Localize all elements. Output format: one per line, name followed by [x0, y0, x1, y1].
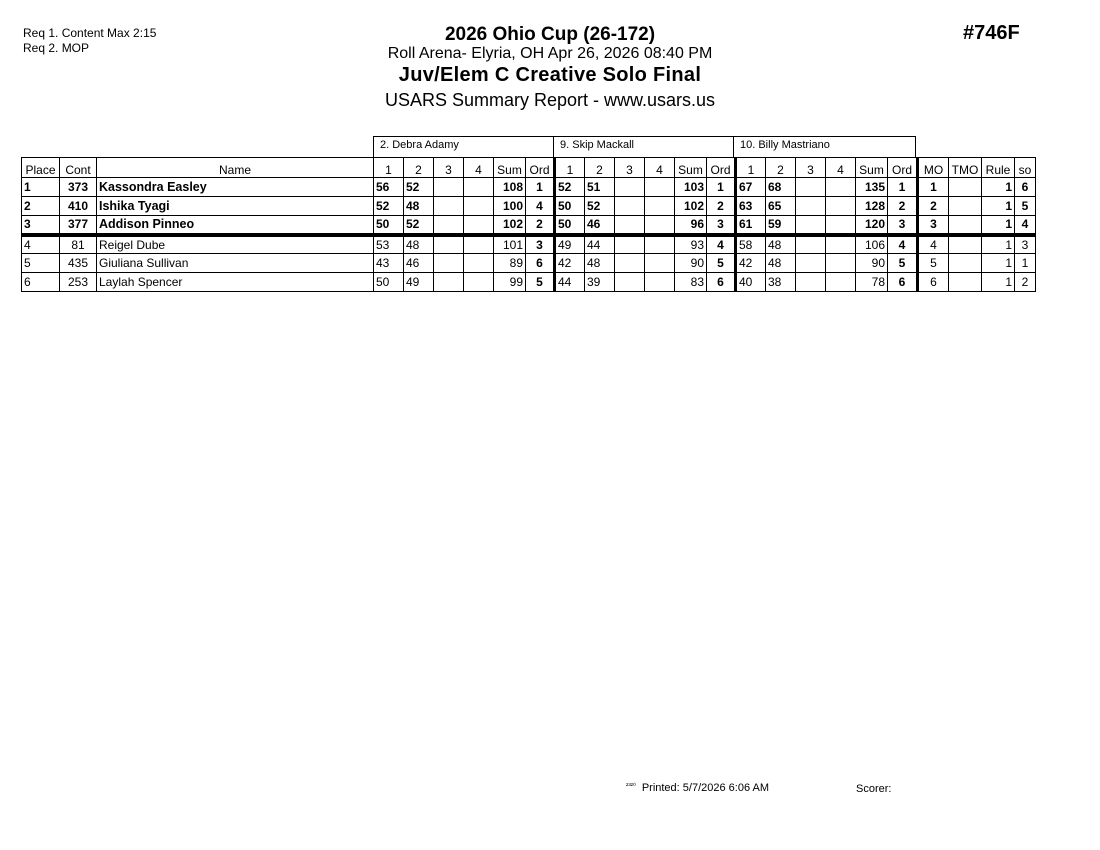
rule-cell: 1	[982, 197, 1015, 216]
judge-3-score-3-cell	[796, 235, 826, 254]
judge-3-score-2-cell: 59	[766, 216, 796, 235]
col-mo: MO	[918, 158, 949, 178]
judge-1-score-1-cell: 50	[374, 216, 404, 235]
judge-3-score-3-cell	[796, 273, 826, 292]
judge-1-score-4-cell	[464, 273, 494, 292]
col-j2-3: 3	[615, 158, 645, 178]
judge-3-ord-cell: 4	[888, 235, 918, 254]
tmo-cell	[949, 216, 982, 235]
place-cell: 5	[22, 254, 60, 273]
judge-1-score-2-cell: 52	[404, 216, 434, 235]
judge-1-score-2-cell: 46	[404, 254, 434, 273]
judge-1-ord-cell: 2	[526, 216, 555, 235]
judge-3-ord-cell: 5	[888, 254, 918, 273]
so-cell: 2	[1015, 273, 1036, 292]
judge-3-sum-cell: 90	[856, 254, 888, 273]
judge-2-score-3-cell	[615, 254, 645, 273]
table-row	[22, 216, 1036, 235]
judge-1-score-2-cell: 49	[404, 273, 434, 292]
col-j3-1: 1	[736, 158, 766, 178]
judge-3-score-4-cell	[826, 197, 856, 216]
rule-cell: 1	[982, 235, 1015, 254]
judge-2-ord-cell: 4	[707, 235, 736, 254]
cont-cell: 410	[60, 197, 97, 216]
so-cell: 1	[1015, 254, 1036, 273]
judge-1-score-3-cell	[434, 197, 464, 216]
event-location: Roll Arena- Elyria, OH Apr 26, 2026 08:40 PM	[387, 45, 713, 62]
judge-header-3: 10. Billy Mastriano	[733, 136, 916, 157]
tmo-cell	[949, 197, 982, 216]
col-j1-sum: Sum	[494, 158, 526, 178]
printed-date: Printed: 5/7/2026 6:06 AM	[641, 782, 770, 794]
place-cell: 4	[22, 235, 60, 254]
event-title: 2026 Ohio Cup (26-172)	[444, 24, 656, 45]
judge-1-score-4-cell	[464, 197, 494, 216]
judge-1-score-4-cell	[464, 216, 494, 235]
report-title: USARS Summary Report - www.usars.us	[384, 90, 716, 110]
judge-header-1: 2. Debra Adamy	[373, 136, 554, 157]
judge-3-score-1-cell: 61	[736, 216, 766, 235]
judge-2-score-2-cell: 48	[585, 254, 615, 273]
cont-cell: 253	[60, 273, 97, 292]
judge-3-sum-cell: 120	[856, 216, 888, 235]
rule-cell: 1	[982, 273, 1015, 292]
judge-3-score-2-cell: 48	[766, 235, 796, 254]
judge-2-score-4-cell	[645, 235, 675, 254]
judge-2-score-3-cell	[615, 197, 645, 216]
judge-1-score-3-cell	[434, 273, 464, 292]
so-cell: 4	[1015, 216, 1036, 235]
judge-1-sum-cell: 89	[494, 254, 526, 273]
rule-cell: 1	[982, 254, 1015, 273]
judge-3-sum-cell: 128	[856, 197, 888, 216]
judge-2-ord-cell: 3	[707, 216, 736, 235]
col-j2-1: 1	[555, 158, 585, 178]
name-cell: Giuliana Sullivan	[97, 254, 374, 273]
judge-1-score-4-cell	[464, 178, 494, 197]
judge-2-sum-cell: 103	[675, 178, 707, 197]
judge-1-score-3-cell	[434, 235, 464, 254]
so-cell: 3	[1015, 235, 1036, 254]
name-cell: Ishika Tyagi	[97, 197, 374, 216]
judge-1-ord-cell: 5	[526, 273, 555, 292]
judge-3-score-2-cell: 38	[766, 273, 796, 292]
judge-1-score-3-cell	[434, 216, 464, 235]
judge-2-sum-cell: 93	[675, 235, 707, 254]
col-j2-ord: Ord	[707, 158, 736, 178]
so-cell: 6	[1015, 178, 1036, 197]
judge-2-sum-cell: 90	[675, 254, 707, 273]
judge-3-score-3-cell	[796, 254, 826, 273]
judge-2-sum-cell: 96	[675, 216, 707, 235]
judge-2-score-1-cell: 49	[555, 235, 585, 254]
judge-1-score-3-cell	[434, 178, 464, 197]
judge-1-score-2-cell: 48	[404, 197, 434, 216]
judge-1-sum-cell: 100	[494, 197, 526, 216]
judge-3-score-1-cell: 58	[736, 235, 766, 254]
header-row	[22, 158, 1036, 178]
mo-cell: 3	[918, 216, 949, 235]
judge-1-score-1-cell: 52	[374, 197, 404, 216]
name-cell: Kassondra Easley	[97, 178, 374, 197]
judge-3-ord-cell: 1	[888, 178, 918, 197]
judge-2-score-3-cell	[615, 216, 645, 235]
judge-1-sum-cell: 99	[494, 273, 526, 292]
judge-3-score-1-cell: 63	[736, 197, 766, 216]
judge-2-sum-cell: 102	[675, 197, 707, 216]
judge-2-ord-cell: 2	[707, 197, 736, 216]
table-row	[22, 235, 1036, 254]
judge-3-score-1-cell: 67	[736, 178, 766, 197]
cont-cell: 377	[60, 216, 97, 235]
requirement-2: Req 2. MOP	[23, 41, 90, 55]
judge-3-score-3-cell	[796, 197, 826, 216]
printed-info	[626, 782, 769, 794]
judge-2-ord-cell: 1	[707, 178, 736, 197]
name-cell: Laylah Spencer	[97, 273, 374, 292]
judge-2-score-1-cell: 52	[555, 178, 585, 197]
rule-cell: 1	[982, 178, 1015, 197]
judge-2-score-2-cell: 52	[585, 197, 615, 216]
col-so: so	[1015, 158, 1036, 178]
judge-1-score-2-cell: 48	[404, 235, 434, 254]
tmo-cell	[949, 235, 982, 254]
place-cell: 6	[22, 273, 60, 292]
col-cont: Cont	[60, 158, 97, 178]
judge-1-ord-cell: 6	[526, 254, 555, 273]
judge-2-score-2-cell: 39	[585, 273, 615, 292]
place-cell: 3	[22, 216, 60, 235]
judge-1-score-4-cell	[464, 254, 494, 273]
judge-2-score-3-cell	[615, 235, 645, 254]
table-row	[22, 197, 1036, 216]
cont-cell: 373	[60, 178, 97, 197]
mo-cell: 6	[918, 273, 949, 292]
judge-2-score-3-cell	[615, 178, 645, 197]
judge-3-sum-cell: 135	[856, 178, 888, 197]
judge-2-ord-cell: 5	[707, 254, 736, 273]
judge-2-score-4-cell	[645, 178, 675, 197]
judge-1-score-4-cell	[464, 235, 494, 254]
judge-1-score-2-cell: 52	[404, 178, 434, 197]
judge-3-score-1-cell: 40	[736, 273, 766, 292]
judge-3-score-2-cell: 68	[766, 178, 796, 197]
judge-2-score-1-cell: 44	[555, 273, 585, 292]
judge-2-score-4-cell	[645, 254, 675, 273]
judge-3-score-2-cell: 65	[766, 197, 796, 216]
judge-3-ord-cell: 2	[888, 197, 918, 216]
judge-1-score-1-cell: 43	[374, 254, 404, 273]
judge-2-score-2-cell: 44	[585, 235, 615, 254]
name-cell: Reigel Dube	[97, 235, 374, 254]
col-j3-sum: Sum	[856, 158, 888, 178]
judge-1-sum-cell: 102	[494, 216, 526, 235]
col-j3-3: 3	[796, 158, 826, 178]
col-j2-sum: Sum	[675, 158, 707, 178]
cont-cell: 81	[60, 235, 97, 254]
table-row	[22, 273, 1036, 292]
tmo-cell	[949, 254, 982, 273]
col-j3-ord: Ord	[888, 158, 918, 178]
col-place: Place	[22, 158, 60, 178]
col-j3-2: 2	[766, 158, 796, 178]
judge-3-score-4-cell	[826, 273, 856, 292]
judge-2-score-4-cell	[645, 273, 675, 292]
judge-1-score-1-cell: 50	[374, 273, 404, 292]
judge-2-score-4-cell	[645, 197, 675, 216]
judge-2-score-4-cell	[645, 216, 675, 235]
judge-1-score-1-cell: 53	[374, 235, 404, 254]
col-rule: Rule	[982, 158, 1015, 178]
judge-3-score-4-cell	[826, 254, 856, 273]
col-j1-ord: Ord	[526, 158, 555, 178]
judge-1-ord-cell: 3	[526, 235, 555, 254]
mo-cell: 4	[918, 235, 949, 254]
col-j1-4: 4	[464, 158, 494, 178]
mo-cell: 5	[918, 254, 949, 273]
col-j1-2: 2	[404, 158, 434, 178]
tmo-cell	[949, 178, 982, 197]
col-j3-4: 4	[826, 158, 856, 178]
judge-2-score-1-cell: 42	[555, 254, 585, 273]
judge-3-ord-cell: 3	[888, 216, 918, 235]
judge-1-ord-cell: 4	[526, 197, 555, 216]
judge-1-sum-cell: 101	[494, 235, 526, 254]
judge-3-score-2-cell: 48	[766, 254, 796, 273]
col-j2-2: 2	[585, 158, 615, 178]
judge-1-sum-cell: 108	[494, 178, 526, 197]
judge-1-score-1-cell: 56	[374, 178, 404, 197]
judge-3-score-3-cell	[796, 178, 826, 197]
judge-3-score-4-cell	[826, 235, 856, 254]
judge-2-score-3-cell	[615, 273, 645, 292]
judge-3-score-4-cell	[826, 178, 856, 197]
place-cell: 1	[22, 178, 60, 197]
judge-2-score-1-cell: 50	[555, 216, 585, 235]
scorer-label: Scorer:	[856, 783, 892, 795]
summary-table	[21, 157, 1036, 292]
mo-cell: 2	[918, 197, 949, 216]
col-j2-4: 4	[645, 158, 675, 178]
cont-cell: 435	[60, 254, 97, 273]
judge-1-ord-cell: 1	[526, 178, 555, 197]
judge-3-score-4-cell	[826, 216, 856, 235]
judge-1-score-3-cell	[434, 254, 464, 273]
so-cell: 5	[1015, 197, 1036, 216]
judge-2-ord-cell: 6	[707, 273, 736, 292]
footer-mark: ²³²⁰	[626, 783, 636, 790]
name-cell: Addison Pinneo	[97, 216, 374, 235]
tmo-cell	[949, 273, 982, 292]
col-j1-3: 3	[434, 158, 464, 178]
judge-2-sum-cell: 83	[675, 273, 707, 292]
rule-cell: 1	[982, 216, 1015, 235]
judge-3-ord-cell: 6	[888, 273, 918, 292]
judge-3-sum-cell: 78	[856, 273, 888, 292]
requirement-1: Req 1. Content Max 2:15	[23, 26, 157, 40]
judge-2-score-2-cell: 46	[585, 216, 615, 235]
table-row	[22, 178, 1036, 197]
judge-3-sum-cell: 106	[856, 235, 888, 254]
judge-header-2: 9. Skip Mackall	[553, 136, 734, 157]
judge-3-score-1-cell: 42	[736, 254, 766, 273]
judge-3-score-3-cell	[796, 216, 826, 235]
division-title: Juv/Elem C Creative Solo Final	[398, 64, 702, 86]
judge-2-score-2-cell: 51	[585, 178, 615, 197]
judge-2-score-1-cell: 50	[555, 197, 585, 216]
mo-cell: 1	[918, 178, 949, 197]
table-row	[22, 254, 1036, 273]
place-cell: 2	[22, 197, 60, 216]
col-name: Name	[97, 158, 374, 178]
event-code: #746F	[963, 22, 1020, 44]
col-tmo: TMO	[949, 158, 982, 178]
col-j1-1: 1	[374, 158, 404, 178]
